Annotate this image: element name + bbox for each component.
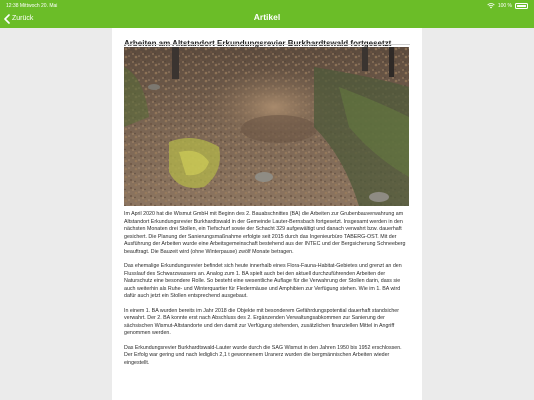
article-photo bbox=[124, 47, 409, 206]
headline-divider bbox=[124, 44, 410, 45]
article-paragraph: In einem 1. BA wurden bereits im Jahr 2018 die Objekte mit besonderem Gefährdungspotential dauerhaft standsicher verwahrt. Der 2. BA konnte erst nach Abschluss des 2. Ergänzenden Verwaltungsabkommen zur Sanierung der sächsischen Wismut-Altstandorte und den damit zur Verfügung stehenden, zusätzlichen finanziellen Mittel in Angriff genommen werden. bbox=[124, 307, 400, 336]
article-body bbox=[124, 211, 411, 374]
article-card bbox=[112, 28, 422, 400]
battery-icon bbox=[515, 3, 528, 9]
back-button-label: Zurück bbox=[12, 15, 34, 22]
status-bar bbox=[6, 2, 528, 10]
status-right bbox=[487, 2, 528, 10]
app-bar bbox=[0, 0, 534, 28]
article-paragraph: Das Erkundungsrevier Burkhardtswald-Lauter wurde durch die SAG Wismut in den Jahren 1950 bis 1952 erschlossen. Der Erfolg war gering und nach lediglich 2,1 t gewonnenem Uranerz wurden die bergmännischen Arbeiten wieder eingestellt. bbox=[124, 344, 402, 366]
article-paragraph: Das ehemalige Erkundungsrevier befindet sich heute innerhalb eines Flora-Fauna-Habitat-Gebietes und grenzt an den Flusslauf des Schwarzwassers an. Analog zum 1. BA spielt auch bei den aktuell durchzuführenden Arbeiten der Naturschutz eine besondere Rolle. So besteht eine wesentliche Auflage für die Verwahrung der Stollen darin, dass sie auch weiterhin als Ruhe- und Winterquartier für Fledermäuse und Amphibien zur Verfügung stehen. Wie im 1. BA wird dafür auch jetzt ein Stollen entsprechend ausgebaut. bbox=[124, 263, 402, 299]
wifi-icon bbox=[487, 3, 495, 9]
page-title: Artikel bbox=[253, 12, 281, 22]
battery-percentage: 100 % bbox=[497, 3, 512, 9]
status-time-date: 12:38 Mittwoch 20. Mai bbox=[6, 3, 58, 9]
article-paragraph: Im April 2020 hat die Wismut GmbH mit Beginn des 2. Bauabschnittes (BA) die Arbeiten zur Grubenbauverwahrung am Altstandort Erkundungsrevier Burkhardtswald in der Gemeinde Lauter-Bernsbach fortgesetzt. Insgesamt werden in den nächsten Monaten drei Stollen, ein Tiefschurf sowie der Schacht 329 aufgewältigt und danach verwahrt bzw. dauerhaft gesichert. Die Planung der Sanierungsmaßnahme erfolgte seit 2015 durch das Ingenieurbüro TABERG-OST. Mit der Ausführung der Arbeiten wurde eine Arbeitsgemeinschaft bestehend aus der INTEC und der Bergsicherung Schneeberg beauftragt. Die Bauzeit wird (ohne Winterpause) zwölf Monate betragen. bbox=[124, 211, 406, 255]
